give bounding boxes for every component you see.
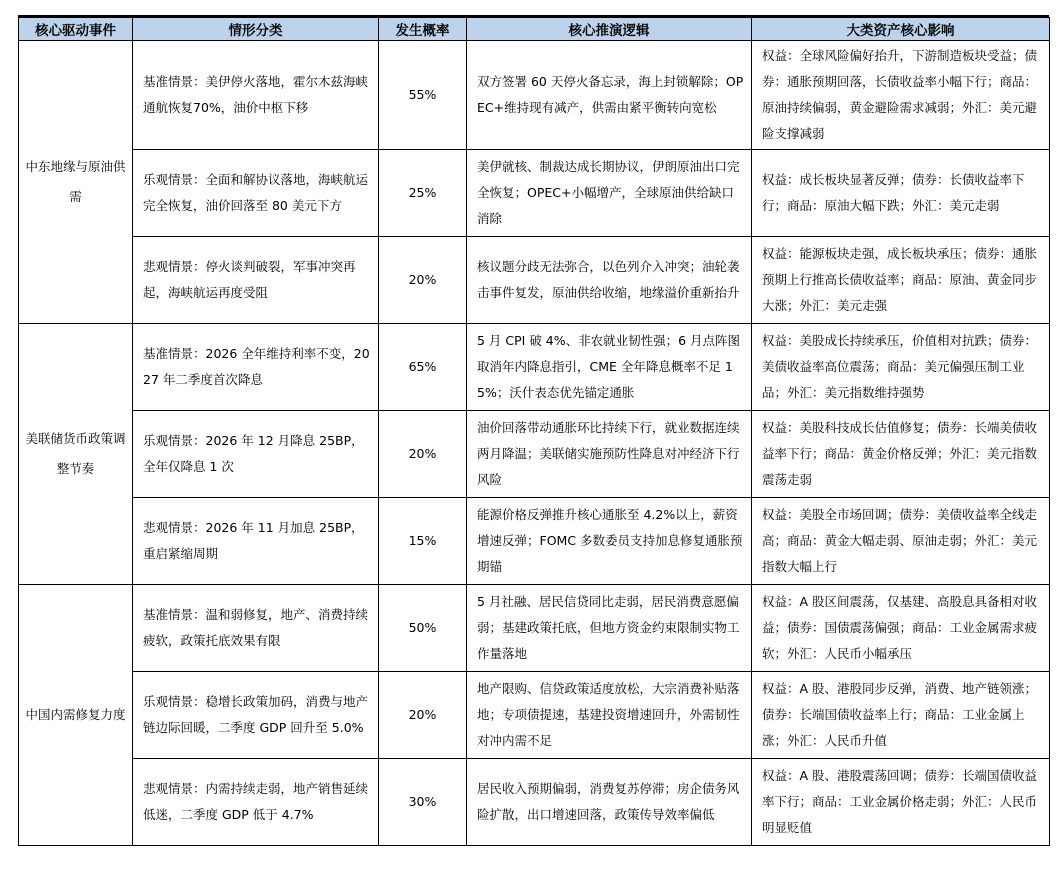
logic-cell: 5 月 CPI 破 4%、非农就业韧性强；6 月点阵图取消年内降息指引，CME 全年降息概率不足 15%；沃什表态优先锚定通胀	[467, 324, 752, 411]
logic-cell: 双方签署 60 天停火备忘录，海上封锁解除；OPEC+维持现有减产，供需由紧平衡转向宽松	[467, 41, 752, 150]
header-impact: 大类资产核心影响	[752, 18, 1050, 41]
logic-cell: 居民收入预期偏弱，消费复苏停滞；房企债务风险扩散，出口增速回落，政策传导效率偏低	[467, 759, 752, 846]
event-cell: 中国内需修复力度	[19, 585, 133, 846]
header-probability: 发生概率	[379, 18, 467, 41]
logic-cell: 能源价格反弹推升核心通胀至 4.2%以上，薪资增速反弹；FOMC 多数委员支持加息修复通胀预期锚	[467, 498, 752, 585]
scenario-cell: 悲观情景：停火谈判破裂，军事冲突再起，海峡航运再度受阻	[133, 237, 379, 324]
impact-cell: 权益：A 股、港股震荡回调；债券：长端国债收益率下行；商品：工业金属价格走弱；外汇：人民币明显贬值	[752, 759, 1050, 846]
probability-cell: 25%	[379, 150, 467, 237]
impact-cell: 权益：A 股区间震荡，仅基建、高股息具备相对收益；债券：国债震荡偏强；商品：工业金属需求疲软；外汇：人民币小幅承压	[752, 585, 1050, 672]
logic-cell: 美伊就核、制裁达成长期协议，伊朗原油出口完全恢复；OPEC+小幅增产，全球原油供给缺口消除	[467, 150, 752, 237]
table-row	[19, 150, 1050, 237]
impact-cell: 权益：美股科技成长估值修复；债券：长端美债收益率下行；商品：黄金价格反弹；外汇：美元指数震荡走弱	[752, 411, 1050, 498]
table-row	[19, 237, 1050, 324]
scenario-cell: 基准情景：美伊停火落地，霍尔木兹海峡通航恢复70%，油价中枢下移	[133, 41, 379, 150]
logic-cell: 油价回落带动通胀环比持续下行，就业数据连续两月降温；美联储实施预防性降息对冲经济下行风险	[467, 411, 752, 498]
event-cell: 美联储货币政策调整节奏	[19, 324, 133, 585]
probability-cell: 65%	[379, 324, 467, 411]
header-scenario: 情形分类	[133, 18, 379, 41]
logic-cell: 地产限购、信贷政策适度放松，大宗消费补贴落地；专项债提速，基建投资增速回升，外需韧性对冲内需不足	[467, 672, 752, 759]
scenario-cell: 乐观情景：2026 年 12 月降息 25BP，全年仅降息 1 次	[133, 411, 379, 498]
table-row	[19, 498, 1050, 585]
impact-cell: 权益：美股全市场回调；债券：美债收益率全线走高；商品：黄金大幅走弱、原油走弱；外汇：美元指数大幅上行	[752, 498, 1050, 585]
header-event: 核心驱动事件	[19, 18, 133, 41]
probability-cell: 15%	[379, 498, 467, 585]
impact-cell: 权益：A 股、港股同步反弹，消费、地产链领涨；债券：长端国债收益率上行；商品：工业金属上涨；外汇：人民币升值	[752, 672, 1050, 759]
table-row	[19, 759, 1050, 846]
scenario-cell: 悲观情景：2026 年 11 月加息 25BP，重启紧缩周期	[133, 498, 379, 585]
probability-cell: 20%	[379, 411, 467, 498]
scenario-table-container	[18, 17, 1050, 846]
probability-cell: 20%	[379, 237, 467, 324]
probability-cell: 55%	[379, 41, 467, 150]
logic-cell: 5 月社融、居民信贷同比走弱，居民消费意愿偏弱；基建政策托底，但地方资金约束限制实物工作量落地	[467, 585, 752, 672]
probability-cell: 20%	[379, 672, 467, 759]
header-logic: 核心推演逻辑	[467, 18, 752, 41]
impact-cell: 权益：美股成长持续承压，价值相对抗跌；债券：美债收益率高位震荡；商品：美元偏强压制工业品；外汇：美元指数维持强势	[752, 324, 1050, 411]
scenario-cell: 悲观情景：内需持续走弱，地产销售延续低迷，二季度 GDP 低于 4.7%	[133, 759, 379, 846]
probability-cell: 50%	[379, 585, 467, 672]
impact-cell: 权益：能源板块走强，成长板块承压；债券：通胀预期上行推高长债收益率；商品：原油、黄金同步大涨；外汇：美元走强	[752, 237, 1050, 324]
table-row	[19, 585, 1050, 672]
event-cell: 中东地缘与原油供需	[19, 41, 133, 324]
scenario-cell: 乐观情景：稳增长政策加码，消费与地产链边际回暖，二季度 GDP 回升至 5.0%	[133, 672, 379, 759]
scenario-analysis-table	[18, 17, 1050, 846]
scenario-cell: 基准情景：温和弱修复，地产、消费持续疲软，政策托底效果有限	[133, 585, 379, 672]
impact-cell: 权益：全球风险偏好抬升，下游制造板块受益；债券：通胀预期回落，长债收益率小幅下行；商品：原油持续偏弱，黄金避险需求减弱；外汇：美元避险支撑减弱	[752, 41, 1050, 150]
table-row	[19, 324, 1050, 411]
table-header-row	[19, 18, 1050, 41]
scenario-cell: 基准情景：2026 全年维持利率不变，2027 年二季度首次降息	[133, 324, 379, 411]
table-row	[19, 672, 1050, 759]
table-row	[19, 41, 1050, 150]
probability-cell: 30%	[379, 759, 467, 846]
impact-cell: 权益：成长板块显著反弹；债券：长债收益率下行；商品：原油大幅下跌；外汇：美元走弱	[752, 150, 1050, 237]
table-row	[19, 411, 1050, 498]
logic-cell: 核议题分歧无法弥合，以色列介入冲突；油轮袭击事件复发，原油供给收缩，地缘溢价重新抬升	[467, 237, 752, 324]
scenario-cell: 乐观情景：全面和解协议落地，海峡航运完全恢复，油价回落至 80 美元下方	[133, 150, 379, 237]
